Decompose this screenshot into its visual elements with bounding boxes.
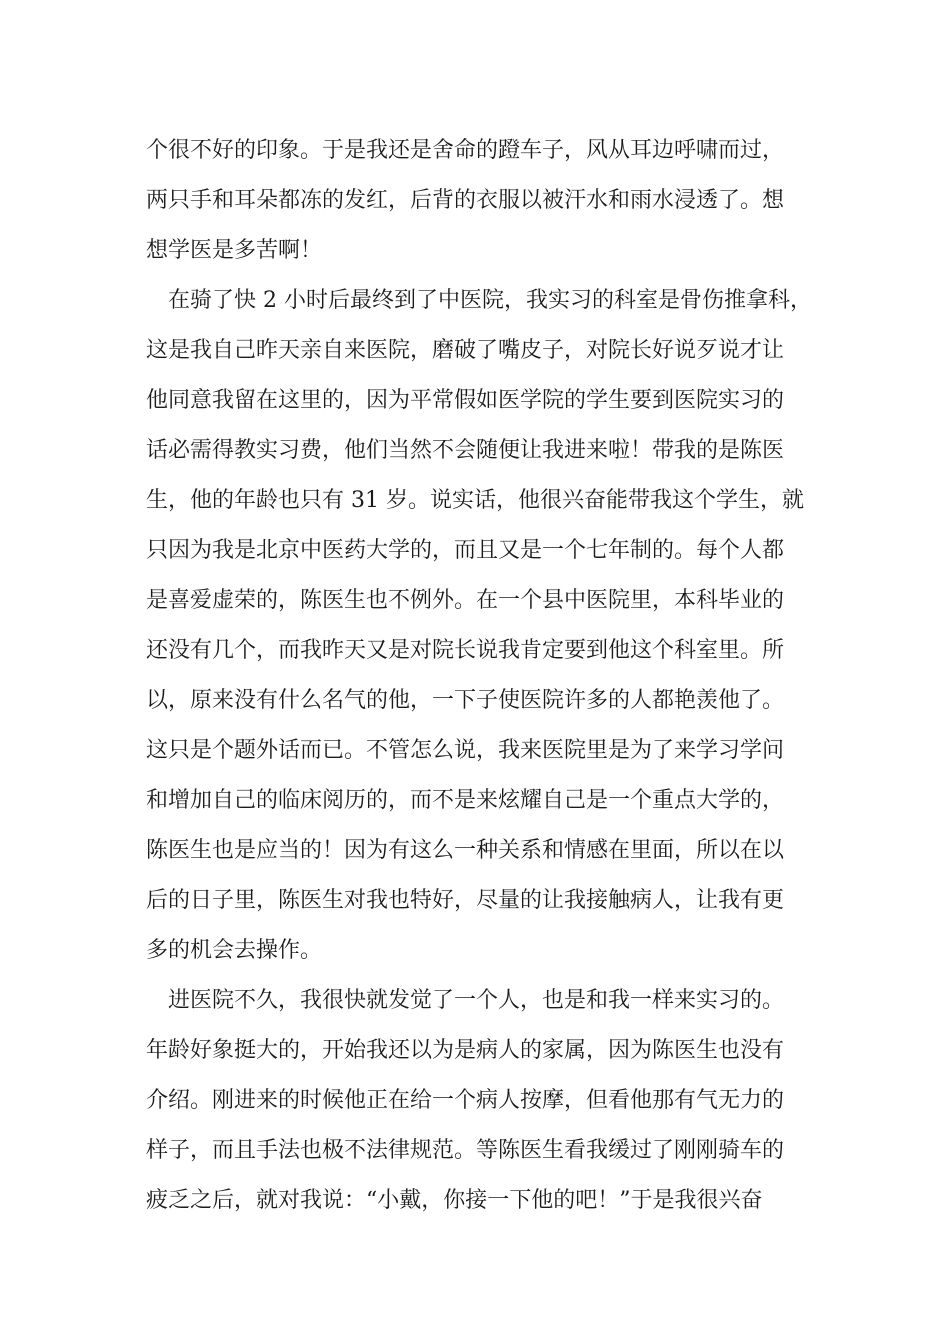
text-line: 只因为我是北京中医药大学的，而且又是一个七年制的。每个人都 bbox=[146, 538, 785, 563]
text-line: 疲乏之后，就对我说：“小戴，你接一下他的吧！”于是我很兴奋 bbox=[146, 1188, 763, 1213]
text-line: 两只手和耳朵都冻的发红，后背的衣服以被汗水和雨水浸透了。想 bbox=[146, 188, 785, 213]
paragraph-first-line: 进医院不久，我很快就发觉了一个人，也是和我一样来实习的。 bbox=[168, 988, 785, 1013]
text-line: 还没有几个，而我昨天又是对院长说我肯定要到他这个科室里。所 bbox=[146, 638, 785, 663]
text-line: 话必需得教实习费，他们当然不会随便让我进来啦！带我的是陈医 bbox=[146, 438, 785, 463]
text-line: 多的机会去操作。 bbox=[146, 938, 323, 963]
text-line: 介绍。刚进来的时候他正在给一个病人按摩，但看他那有气无力的 bbox=[146, 1088, 785, 1113]
text-line: 个很不好的印象。于是我还是舍命的蹬车子，风从耳边呼啸而过， bbox=[146, 138, 785, 163]
text-line: 这只是个题外话而已。不管怎么说，我来医院里是为了来学习学问 bbox=[146, 738, 785, 763]
text-line: 是喜爱虚荣的，陈医生也不例外。在一个县中医院里，本科毕业的 bbox=[146, 588, 785, 613]
text-line: 生，他的年龄也只有 31 岁。说实话，他很兴奋能带我这个学生，就 bbox=[146, 488, 804, 513]
text-line: 样子，而且手法也极不法律规范。等陈医生看我缓过了刚刚骑车的 bbox=[146, 1138, 785, 1163]
text-line: 这是我自己昨天亲自来医院，磨破了嘴皮子，对院长好说歹说才让 bbox=[146, 338, 785, 363]
paragraph-first-line: 在骑了快 2 小时后最终到了中医院，我实习的科室是骨伤推拿科， bbox=[168, 288, 812, 313]
text-line: 陈医生也是应当的！因为有这么一种关系和情感在里面，所以在以 bbox=[146, 838, 785, 863]
text-line: 以，原来没有什么名气的他，一下子使医院许多的人都艳羡他了。 bbox=[146, 688, 785, 713]
text-line: 他同意我留在这里的，因为平常假如医学院的学生要到医院实习的 bbox=[146, 388, 785, 413]
text-line: 后的日子里，陈医生对我也特好，尽量的让我接触病人，让我有更 bbox=[146, 888, 785, 913]
text-line: 想学医是多苦啊！ bbox=[146, 238, 323, 263]
text-line: 年龄好象挺大的，开始我还以为是病人的家属，因为陈医生也没有 bbox=[146, 1038, 785, 1063]
text-line: 和增加自己的临床阅历的，而不是来炫耀自己是一个重点大学的， bbox=[146, 788, 785, 813]
